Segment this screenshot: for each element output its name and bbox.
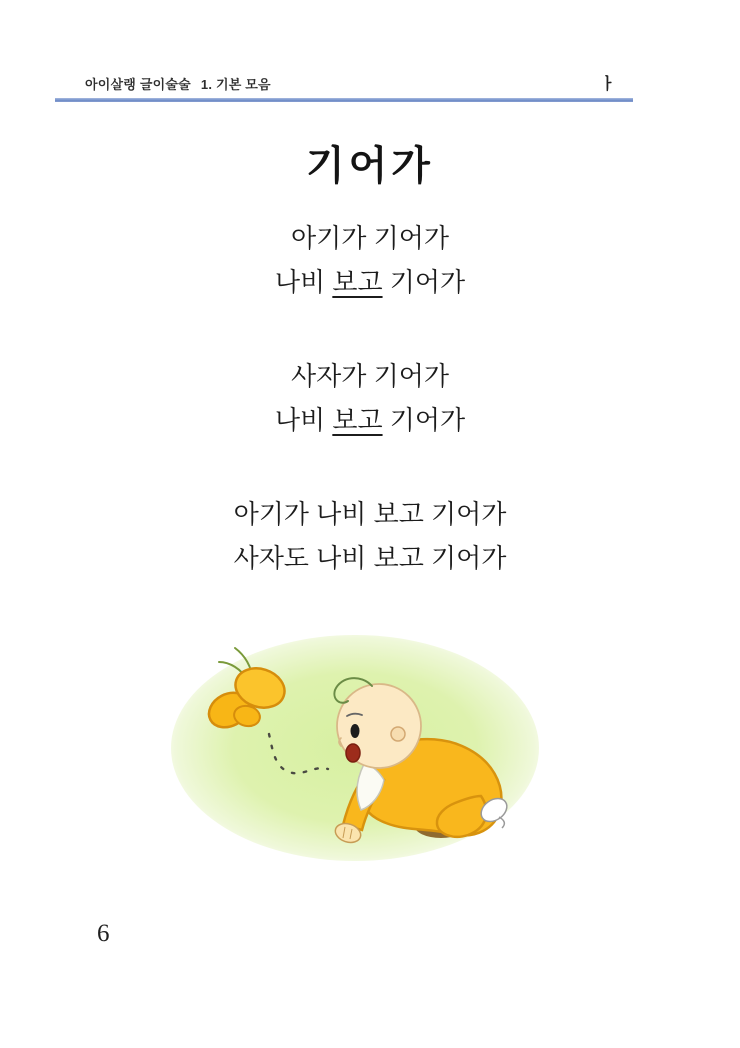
header-section: 1. 기본 모음 (200, 77, 271, 92)
poem-text: 아기가 기어가 (291, 223, 449, 253)
baby-eye (351, 724, 360, 738)
poem-line (0, 492, 740, 536)
poem-stanza (0, 216, 740, 304)
header-rule-divider (55, 98, 633, 102)
page-title: 기어가 (306, 144, 434, 188)
poem-line (0, 260, 740, 304)
poem-text: 기어가 (382, 405, 466, 435)
poem-text: 나비 (274, 267, 333, 297)
page-number: 6 (97, 920, 110, 947)
poem-text: 사자도 나비 보고 기어가 (233, 543, 507, 573)
underlined-word: 보고 (332, 267, 383, 297)
poem-line (0, 216, 740, 260)
poem (0, 216, 740, 630)
poem-text: 사자가 기어가 (291, 361, 449, 391)
poem-text: 아기가 나비 보고 기어가 (233, 499, 507, 529)
poem-stanza (0, 354, 740, 442)
poem-stanza (0, 492, 740, 580)
header-booklet-title: 아이살랭 글이술술 (85, 77, 191, 92)
poem-line (0, 354, 740, 398)
illustration-baby-and-butterfly (165, 618, 545, 878)
baby-ear (391, 727, 405, 741)
poem-line (0, 398, 740, 442)
poem-text: 나비 (274, 405, 333, 435)
header-vowel-label: ㅏ (600, 76, 616, 93)
underlined-word: 보고 (332, 405, 383, 435)
poem-line (0, 536, 740, 580)
poem-text: 기어가 (382, 267, 466, 297)
header (85, 74, 271, 93)
baby-mouth (346, 744, 360, 762)
